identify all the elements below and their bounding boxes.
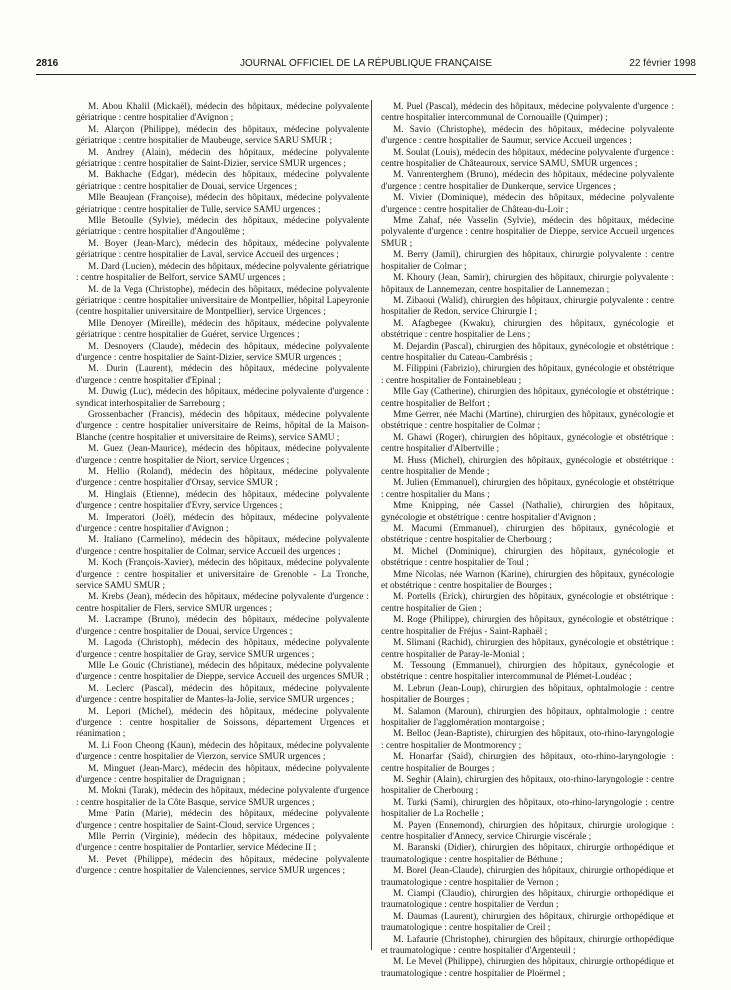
appointment-entry: Mme Zahaf, née Vasselin (Sylvie), médecin des hôpitaux, médecine polyvalente d'urgence : centre hospitalier de Dieppe, service Accueil urgences SMUR ; — [381, 216, 674, 249]
appointment-entry: M. Portells (Erick), chirurgien des hôpitaux, gynécologie et obstétrique : centre hospitalier de Gien ; — [381, 592, 674, 614]
issue-date: 22 février 1998 — [629, 58, 696, 69]
appointment-entry: M. Belloc (Jean-Baptiste), chirurgien des hôpitaux, oto-rhino-laryngologie : centre hospitalier de Montmorency ; — [381, 729, 674, 751]
appointment-entry: M. Duwig (Luc), médecin des hôpitaux, médecine polyvalente d'urgence : syndicat interhospitalier de Sarrebourg ; — [76, 387, 369, 409]
appointment-entry: M. Minguet (Jean-Marc), médecin des hôpitaux, médecine polyvalente d'urgence : centre hospitalier de Draguignan ; — [76, 763, 369, 785]
appointment-entry: Mme Patin (Marie), médecin des hôpitaux, médecine polyvalente d'urgence : centre hospitalier de Saint-Cloud, service Urgences ; — [76, 809, 369, 831]
appointment-entry: M. Lebrun (Jean-Loup), chirurgien des hôpitaux, ophtalmologie : centre hospitalier de Bourges ; — [381, 683, 674, 706]
appointment-entry: M. Salamon (Maroun), chirurgien des hôpitaux, ophtalmologie : centre hospitalier de l'agglomération montargoise ; — [381, 706, 674, 728]
page-number: 2816 — [36, 58, 59, 69]
appointment-entry: M. Vanrenterghem (Bruno), médecin des hôpitaux, médecine polyvalente d'urgence : centre hospitalier de Dunkerque, service Urgences ; — [381, 170, 674, 192]
appointment-entry: Mme Knipping, née Cassel (Nathalie), chirurgien des hôpitaux, gynécologie et obstétrique : centre hospitalier d'Avignon ; — [381, 501, 674, 523]
appointment-entry: M. Hinglais (Etienne), médecin des hôpitaux, médecine polyvalente d'urgence : centre hospitalier d'Evry, service Urgences ; — [76, 489, 369, 512]
appointment-entry: M. Puel (Pascal), médecin des hôpitaux, médecine polyvalente d'urgence : centre hospitalier intercommunal de Cornouaille (Quimper) ; — [381, 102, 674, 124]
appointment-entry: Grossenbacher (Francis), médecin des hôpitaux, médecine polyvalente d'urgence : centre hospitalier universitaire de Reims, hôpital de la Maison-Blanche (centre hospitalier et universitaire de Reims), service SAMU ; — [76, 409, 369, 443]
appointment-entry: Mme Gerrer, née Machi (Martine), chirurgien des hôpitaux, gynécologie et obstétrique : centre hospitalier de Colmar ; — [381, 409, 674, 432]
appointment-entry: M. Dejardin (Pascal), chirurgien des hôpitaux, gynécologie et obstétrique : centre hospitalier du Cateau-Cambrésis ; — [381, 341, 674, 363]
appointment-entry: M. Huss (Michel), chirurgien des hôpitaux, gynécologie et obstétrique : centre hospitalier de Mende ; — [381, 455, 674, 477]
appointment-entry: M. Lafaurie (Christophe), chirurgien des hôpitaux, chirurgie orthopédique et traumatologique : centre hospitalier d'Argenteuil ; — [381, 934, 674, 957]
appointment-entry: M. Bakhache (Edgar), médecin des hôpitaux, médecine polyvalente gériatrique : centre hospitalier de Douai, service Urgences ; — [76, 170, 369, 192]
appointment-entry: M. Zibaoui (Walid), chirurgien des hôpitaux, chirurgie polyvalente : centre hospitalier de Redon, service Chirurgie I ; — [381, 295, 674, 318]
appointment-entry: M. Michel (Dominique), chirurgien des hôpitaux, gynécologie et obstétrique : centre hospitalier de Toul ; — [381, 546, 674, 569]
appointment-entry: M. Khoury (Jean, Samir), chirurgien des hôpitaux, chirurgie polyvalente : hôpitaux de Lannemezan, centre hospitalier de Lannemezan ; — [381, 273, 674, 295]
header-rule — [36, 74, 696, 75]
appointment-entry: M. Payen (Ennemond), chirurgien des hôpitaux, chirurgie urologique : centre hospitalier d'Annecy, service Chirurgie viscérale ; — [381, 820, 674, 842]
appointment-entry: Mlle Le Gouic (Christiane), médecin des hôpitaux, médecine polyvalente d'urgence : centre hospitalier de Dieppe, service Accueil des urgences SMUR ; — [76, 660, 369, 683]
appointment-entry: Mme Nicolas, née Warnon (Karine), chirurgien des hôpitaux, gynécologie et obstétrique : centre hospitalier de Bourges ; — [381, 569, 674, 592]
appointment-entry: M. Alarçon (Philippe), médecin des hôpitaux, médecine polyvalente gériatrique : centre hospitalier de Maubeuge, service SARU SMUR ; — [76, 124, 369, 147]
appointment-entry: M. Lacrampe (Bruno), médecin des hôpitaux, médecine polyvalente d'urgence : centre hospitalier de Douai, service Urgences ; — [76, 615, 369, 637]
appointment-entry: M. Imperatori (Joël), médecin des hôpitaux, médecine polyvalente d'urgence : centre hospitalier d'Avignon ; — [76, 512, 369, 535]
appointment-entry: M. Tessoung (Emmanuel), chirurgien des hôpitaux, gynécologie et obstétrique : centre hospitalier intercommunal de Plémet-Loudéac ; — [381, 660, 674, 683]
appointment-entry: M. Slimani (Rachid), chirurgien des hôpitaux, gynécologie et obstétrique : centre hospitalier de Paray-le-Monial ; — [381, 638, 674, 660]
appointment-entry: M. Mokni (Tarak), médecin des hôpitaux, médecine polyvalente d'urgence : centre hospitalier de la Côte Basque, service SMUR urgences ; — [76, 786, 369, 808]
appointment-entry: M. Hellio (Roland), médecin des hôpitaux, médecine polyvalente d'urgence : centre hospitalier d'Orsay, service SMUR ; — [76, 467, 369, 489]
appointment-entry: M. de la Vega (Christophe), médecin des hôpitaux, médecine polyvalente gériatrique : centre hospitalier universitaire de Montpellier, hôpital Lapeyronie (centre hospitalier universitaire de Montpellier), service Urgences ; — [76, 284, 369, 318]
appointment-entry: M. Turki (Sami), chirurgien des hôpitaux, oto-rhino-laryngologie : centre hospitalier de La Rochelle ; — [381, 797, 674, 820]
appointment-entry: M. Macumi (Emmanuel), chirurgien des hôpitaux, gynécologie et obstétrique : centre hospitalier de Cherbourg ; — [381, 524, 674, 546]
appointment-entry: M. Leclerc (Pascal), médecin des hôpitaux, médecine polyvalente d'urgence : centre hospitalier de Mantes-la-Jolie, service SMUR urgences ; — [76, 683, 369, 706]
appointment-entry: M. Le Mevel (Philippe), chirurgien des hôpitaux, chirurgie orthopédique et traumatologique : centre hospitalier de Ploërmel ; — [381, 957, 674, 979]
appointment-entry: M. Krebs (Jean), médecin des hôpitaux, médecine polyvalente d'urgence : centre hospitalier de Flers, service SMUR urgences ; — [76, 592, 369, 614]
appointment-entry: Mlle Perrin (Virginie), médecin des hôpitaux, médecine polyvalente d'urgence : centre hospitalier de Pontarlier, service Médecine II ; — [76, 832, 369, 854]
appointment-entry: M. Desnoyers (Claude), médecin des hôpitaux, médecine polyvalente d'urgence : centre hospitalier de Saint-Dizier, service SMUR urgences ; — [76, 341, 369, 363]
appointment-entry: M. Koch (François-Xavier), médecin des hôpitaux, médecine polyvalente d'urgence : centre hospitalier et universitaire de Grenoble - La Tronche, service SAMU SMUR ; — [76, 558, 369, 592]
appointment-entry: M. Lepori (Michel), médecin des hôpitaux, médecine polyvalente d'urgence : centre hospitalier de Soissons, département Urgences et réanimation ; — [76, 706, 369, 740]
appointment-entry: M. Dard (Lucien), médecin des hôpitaux, médecine polyvalente gériatrique : centre hospitalier de Belfort, service SAMU urgences ; — [76, 261, 369, 284]
appointment-entry: M. Soulat (Louis), médecin des hôpitaux, médecine polyvalente d'urgence : centre hospitalier de Châteauroux, service SAMU, SMUR urgences ; — [381, 147, 674, 170]
appointment-entry: Mlle Gay (Catherine), chirurgien des hôpitaux, gynécologie et obstétrique : centre hospitalier de Belfort ; — [381, 387, 674, 409]
left-column — [76, 102, 369, 878]
column-divider — [371, 100, 372, 950]
appointment-entry: M. Berry (Jamil), chirurgien des hôpitaux, chirurgie polyvalente : centre hospitalier de Colmar ; — [381, 250, 674, 272]
appointment-entry: M. Seghir (Alain), chirurgien des hôpitaux, oto-rhino-laryngologie : centre hospitalier de Cherbourg ; — [381, 774, 674, 797]
appointment-entry: M. Ciampi (Claudio), chirurgien des hôpitaux, chirurgie orthopédique et traumatologique : centre hospitalier de Verdun ; — [381, 889, 674, 911]
appointment-entry: M. Filippini (Fabrizio), chirurgien des hôpitaux, gynécologie et obstétrique : centre hospitalier de Fontainebleau ; — [381, 364, 674, 386]
appointment-entry: M. Ghawi (Roger), chirurgien des hôpitaux, gynécologie et obstétrique : centre hospitalier d'Albertville ; — [381, 432, 674, 455]
appointment-entry: M. Roge (Philippe), chirurgien des hôpitaux, gynécologie et obstétrique : centre hospitalier de Fréjus - Saint-Raphaël ; — [381, 615, 674, 637]
appointment-entry: M. Borel (Jean-Claude), chirurgien des hôpitaux, chirurgie orthopédique et traumatologique : centre hospitalier de Vernon ; — [381, 866, 674, 888]
right-column — [381, 102, 674, 980]
journal-title: JOURNAL OFFICIEL DE LA RÉPUBLIQUE FRANÇAISE — [239, 58, 493, 69]
page-header — [36, 56, 696, 72]
appointment-entry: Mlle Denoyer (Mireille), médecin des hôpitaux, médecine polyvalente gériatrique : centre hospitalier de Guéret, service Urgences ; — [76, 318, 369, 341]
appointment-entry: M. Daumas (Laurent), chirurgien des hôpitaux, chirurgie orthopédique et traumatologique : centre hospitalier de Creil ; — [381, 911, 674, 934]
appointment-entry: M. Afagbegee (Kwaku), chirurgien des hôpitaux, gynécologie et obstétrique : centre hospitalier de Lens ; — [381, 318, 674, 341]
appointment-entry: M. Julien (Emmanuel), chirurgien des hôpitaux, gynécologie et obstétrique : centre hospitalier du Mans ; — [381, 478, 674, 500]
appointment-entry: Mlle Beaujean (Françoise), médecin des hôpitaux, médecine polyvalente gériatrique : centre hospitalier de Tulle, service SAMU urgences ; — [76, 193, 369, 215]
appointment-entry: M. Li Foon Cheong (Kaun), médecin des hôpitaux, médecine polyvalente d'urgence : centre hospitalier de Vierzon, service SMUR urgences ; — [76, 740, 369, 763]
appointment-entry: M. Savio (Christophe), médecin des hôpitaux, médecine polyvalente d'urgence : centre hospitalier de Saumur, service Accueil urgences ; — [381, 124, 674, 147]
appointment-entry: M. Andrey (Alain), médecin des hôpitaux, médecine polyvalente gériatrique : centre hospitalier de Saint-Dizier, service SMUR urgences ; — [76, 147, 369, 170]
appointment-entry: M. Boyer (Jean-Marc), médecin des hôpitaux, médecine polyvalente gériatrique : centre hospitalier de Laval, service Accueil des urgences ; — [76, 238, 369, 261]
appointment-entry: M. Baranski (Didier), chirurgien des hôpitaux, chirurgie orthopédique et traumatologique : centre hospitalier de Béthune ; — [381, 843, 674, 865]
appointment-entry: M. Abou Khalil (Mickaël), médecin des hôpitaux, médecine polyvalente gériatrique : centre hospitalier d'Avignon ; — [76, 102, 369, 124]
appointment-entry: M. Italiano (Carmelino), médecin des hôpitaux, médecine polyvalente d'urgence : centre hospitalier de Colmar, service Accueil des urgences ; — [76, 535, 369, 557]
appointment-entry: M. Lagoda (Christoph), médecin des hôpitaux, médecine polyvalente d'urgence : centre hospitalier de Gray, service SMUR urgences ; — [76, 638, 369, 660]
appointment-entry: M. Vivier (Dominique), médecin des hôpitaux, médecine polyvalente d'urgence : centre hospitalier de Château-du-Loir ; — [381, 193, 674, 215]
appointment-entry: M. Durin (Laurent), médecin des hôpitaux, médecine polyvalente d'urgence : centre hospitalier d'Epinal ; — [76, 364, 369, 386]
appointment-entry: M. Guez (Jean-Maurice), médecin des hôpitaux, médecine polyvalente d'urgence : centre hospitalier de Niort, service Urgences ; — [76, 444, 369, 466]
appointment-entry: M. Honarfar (Saïd), chirurgien des hôpitaux, oto-rhino-laryngologie : centre hospitalier de Bourges ; — [381, 752, 674, 774]
appointment-entry: M. Pevet (Philippe), médecin des hôpitaux, médecine polyvalente d'urgence : centre hospitalier de Valenciennes, service SMUR urgences ; — [76, 854, 369, 877]
appointment-entry: Mlle Betoulle (Sylvie), médecin des hôpitaux, médecine polyvalente gériatrique : centre hospitalier d'Angoulême ; — [76, 216, 369, 238]
